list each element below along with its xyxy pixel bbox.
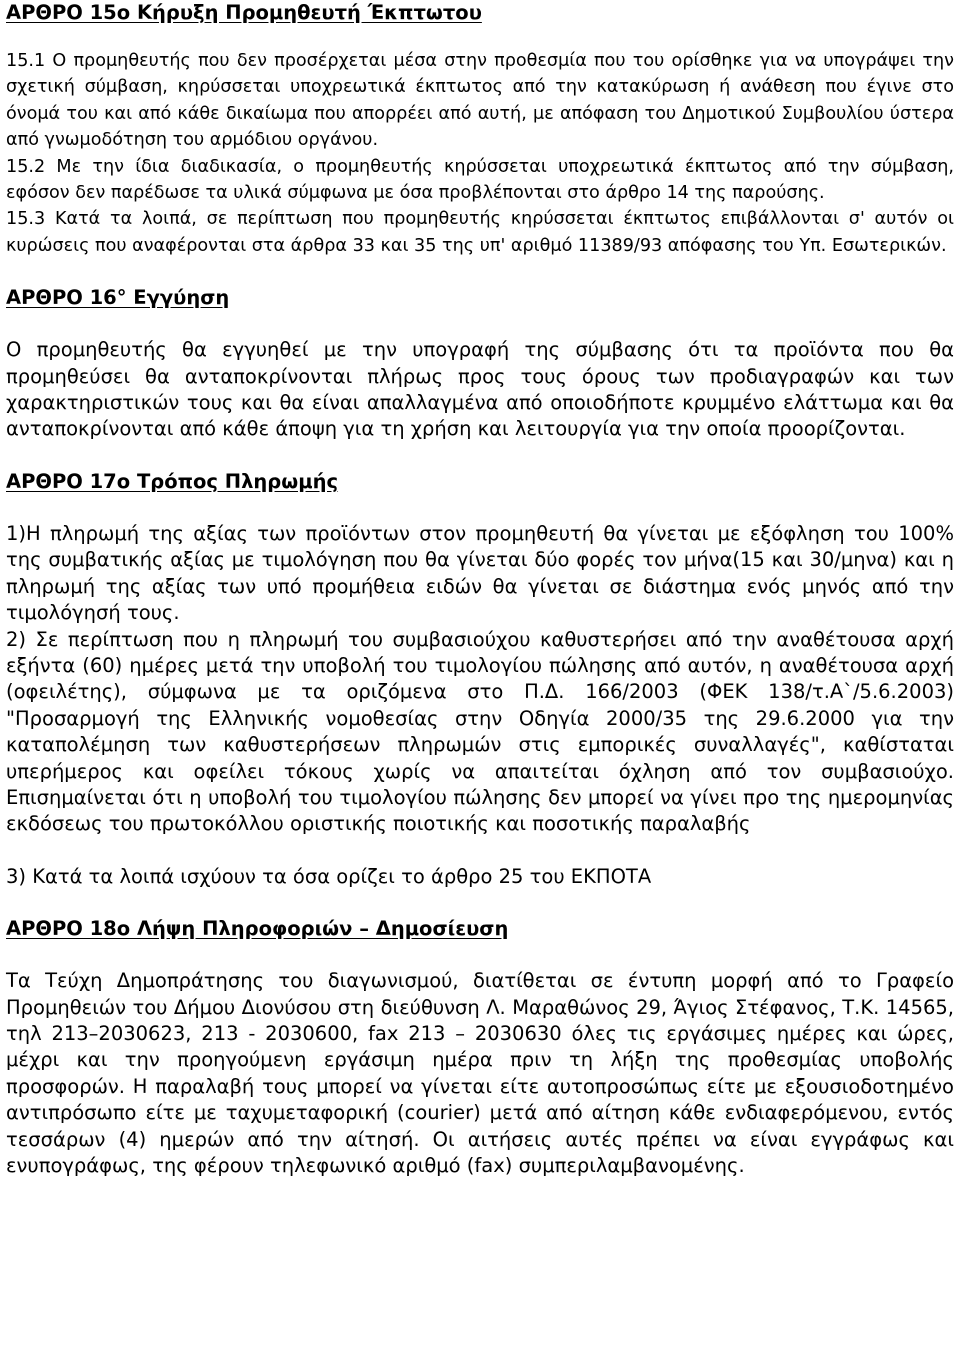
- article-18-heading: ΑΡΘΡΟ 18ο Λήψη Πληροφοριών – Δημοσίευση: [6, 917, 509, 941]
- article-18-paragraph-1: Τα Τεύχη Δημοπράτησης του διαγωνισμού, διατίθεται σε έντυπη μορφή από το Γραφείο Προμηθειών του Δήμου Διονύσου στη διεύθυνση Λ. Μαραθώνος 29, Άγιος Στέφανος, Τ.Κ. 14565, τηλ 213–2030623, 213 - 2030600, fax 213 – 2030630 όλες τις εργάσιμες ημέρες και ώρες, μέχρι και την προηγούμενη εργάσιμη ημέρα πριν τη λήξη της προθεσμίας υποβολής προσφορών. Η παραλαβή τους μπορεί να γίνεται είτε αυτοπροσώπως είτε με εξουσιοδοτημένο αντιπρόσωπο είτε με ταχυμεταφορική (courier) μετά από αίτηση κάθε ενδιαφερόμενου, εντός τεσσάρων (4) ημερών από την αίτησή. Οι αιτήσεις αυτές πρέπει να είναι εγγράφως και ενυπογράφως, της φέρουν τηλεφωνικό αριθμό (fax) συμπεριλαμβανομένης.: [6, 969, 954, 1177]
- article-15-paragraph-2: 15.2 Με την ίδια διαδικασία, ο προμηθευτής κηρύσσεται υποχρεωτικά έκπτωτος από την σύμβαση, εφόσον δεν παρέδωσε τα υλικά σύμφωνα με όσα προβλέπονται στο άρθρο 14 της παρούσης.: [6, 156, 954, 204]
- article-17-paragraph-1: 1)Η πληρωμή της αξίας των προϊόντων στον προμηθευτή θα γίνεται με εξόφληση του 100% της συμβατικής αξίας με τιμολόγηση που θα γίνεται δύο φορές τον μήνα(15 και 30/μηνα) και η πληρωμή της αξίας των υπό προμήθεια ειδών θα γίνεται σε διάστημα ενός μηνός από την τιμολόγησή τους.: [6, 521, 954, 625]
- article-17-paragraph-2: 2) Σε περίπτωση που η πληρωμή του συμβασιούχου καθυστερήσει από την αναθέτουσα αρχή εξήντα (60) ημέρες μετά την υποβολή του τιμολογίου πώλησης από αυτόν, η αναθέτουσα αρχή (οφειλέτης), σύμφωνα με τα οριζόμενα στο Π.Δ. 166/2003 (ΦΕΚ 138/τ.Α`/5.6.2003) "Προσαρμογή της Ελληνικής νομοθεσίας στην Οδηγία 2000/35 της 29.6.2000 για την καταπολέμηση των καθυστερήσεων πληρωμών στις εμπορικές συναλλαγές", καθίσταται υπερήμερος και οφείλει τόκους χωρίς να απαιτείται όχληση από τον συμβασιούχο. Επισημαίνεται ότι η υποβολή του τιμολογίου πώλησης δεν μπορεί να γίνει προ της ημερομηνίας εκδόσεως του πρωτοκόλλου οριστικής ποιοτικής και ποσοτικής παραλαβής: [6, 627, 954, 836]
- article-15-heading: ΑΡΘΡΟ 15ο Κήρυξη Προμηθευτή Έκπτωτου: [6, 1, 482, 24]
- article-15-paragraph-1: 15.1 Ο προμηθευτής που δεν προσέρχεται μέσα στην προθεσμία που του ορίσθηκε για να υπογράψει την σχετική σύμβαση, κηρύσσεται υποχρεωτικά έκπτωτος από την κατακύρωση ή ανάθεση που έγινε στο όνομά του και από κάθε δικαίωμα που απορρέει από αυτή, με απόφαση του Δημοτικού Συμβουλίου ύστερα από γνωμοδότηση του αρμόδιου οργάνου.: [6, 51, 954, 151]
- article-17-paragraph-3: 3) Κατά τα λοιπά ισχύουν τα όσα ορίζει το άρθρο 25 του ΕΚΠΟΤΑ: [6, 864, 652, 888]
- article-15-paragraph-3: 15.3 Κατά τα λοιπά, σε περίπτωση που προμηθευτής κηρύσσεται έκπτωτος επιβάλλονται σ' αυτόν οι κυρώσεις που αναφέρονται στα άρθρα 33 και 35 της υπ' αριθμό 11389/93 απόφασης του Υπ. Εσωτερικών.: [6, 209, 954, 256]
- article-16-heading: ΑΡΘΡΟ 16° Εγγύηση: [6, 286, 230, 310]
- document-page: [6, 0, 954, 1179]
- article-17-heading: ΑΡΘΡΟ 17ο Τρόπος Πληρωμής: [6, 469, 339, 493]
- article-16-paragraph-1: Ο προμηθευτής θα εγγυηθεί με την υπογραφή της σύμβασης ότι τα προϊόντα που θα προμηθεύσει θα ανταποκρίνονται πλήρως προς τους όρους των προδιαγραφών και των χαρακτηριστικών τους και θα είναι απαλλαγμένα από οποιοδήποτε κρυμμένο ελάττωμα και θα ανταποκρίνονται από κάθε άποψη για τη χρήση και λειτουργία για την οποία προορίζονται.: [6, 338, 954, 441]
